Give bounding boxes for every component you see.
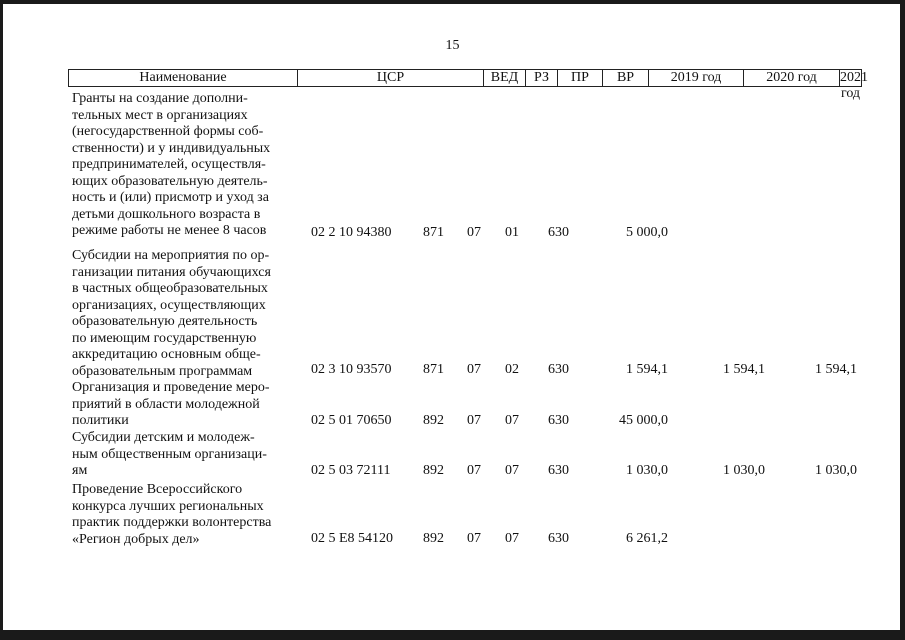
row-name: Субсидии детским и молодеж- ным общественным организаци- ям — [72, 430, 267, 478]
row-2019: 45 000,0 — [619, 413, 668, 428]
scan-border-top — [0, 0, 905, 4]
row-2020: 1 594,1 — [723, 362, 765, 377]
row-2019: 5 000,0 — [626, 225, 668, 240]
header-2019: 2019 год — [649, 70, 744, 86]
row-csr: 02 5 03 72111 — [311, 463, 391, 478]
header-2020: 2020 год — [744, 70, 840, 86]
row-vr: 630 — [548, 413, 569, 428]
row-name: Субсидии на мероприятия по ор- ганизации питания обучающихся в частных общеобразовательных организациях, осуществляющих образовательную деятельность по имеющим государственную аккредитацию основным обще- образовательным программам — [72, 248, 271, 379]
row-2021: 1 594,1 — [815, 362, 857, 377]
row-ved: 892 — [423, 413, 444, 428]
header-ved: ВЕД — [484, 70, 526, 86]
header-name: Наименование — [69, 70, 298, 86]
header-csr: ЦСР — [298, 70, 484, 86]
row-pr: 01 — [505, 225, 519, 240]
row-ved: 871 — [423, 225, 444, 240]
row-rz: 07 — [467, 463, 481, 478]
row-csr: 02 3 10 93570 — [311, 362, 392, 377]
row-rz: 07 — [467, 531, 481, 546]
row-rz: 07 — [467, 362, 481, 377]
row-2020: 1 030,0 — [723, 463, 765, 478]
row-pr: 02 — [505, 362, 519, 377]
row-csr: 02 5 01 70650 — [311, 413, 392, 428]
row-name: Гранты на создание дополни- тельных мест в организациях (негосударственной формы соб- ственности) и у индивидуальных предпринимателей, осуществля- ющих образовательную деятель- ность и (или) присмотр и уход за детьми дошкольного возраста в режиме работы не менее 8 часов — [72, 91, 271, 238]
header-pr: ПР — [558, 70, 603, 86]
row-2019: 1 030,0 — [626, 463, 668, 478]
row-vr: 630 — [548, 531, 569, 546]
header-vr: ВР — [603, 70, 649, 86]
row-name: Проведение Всероссийского конкурса лучших региональных практик поддержки волонтерства «Регион добрых дел» — [72, 482, 272, 547]
header-rz: РЗ — [526, 70, 558, 86]
table-header — [68, 69, 868, 101]
row-name: Организация и проведение меро- приятий в области молодежной политики — [72, 380, 270, 428]
row-ved: 892 — [423, 531, 444, 546]
row-ved: 892 — [423, 463, 444, 478]
row-vr: 630 — [548, 362, 569, 377]
row-2019: 1 594,1 — [626, 362, 668, 377]
header-2021: 2021 год — [840, 70, 868, 101]
row-csr: 02 5 E8 54120 — [311, 531, 394, 546]
row-csr: 02 2 10 94380 — [311, 225, 392, 240]
row-vr: 630 — [548, 463, 569, 478]
row-vr: 630 — [548, 225, 569, 240]
row-ved: 871 — [423, 362, 444, 377]
page-number: 15 — [445, 38, 460, 53]
scan-border-bottom — [0, 630, 905, 640]
row-pr: 07 — [505, 413, 519, 428]
row-pr: 07 — [505, 463, 519, 478]
row-rz: 07 — [467, 225, 481, 240]
row-pr: 07 — [505, 531, 519, 546]
row-rz: 07 — [467, 413, 481, 428]
scan-border-right — [900, 0, 905, 640]
row-2021: 1 030,0 — [815, 463, 857, 478]
row-2019: 6 261,2 — [626, 531, 668, 546]
scan-border-left — [0, 0, 3, 640]
